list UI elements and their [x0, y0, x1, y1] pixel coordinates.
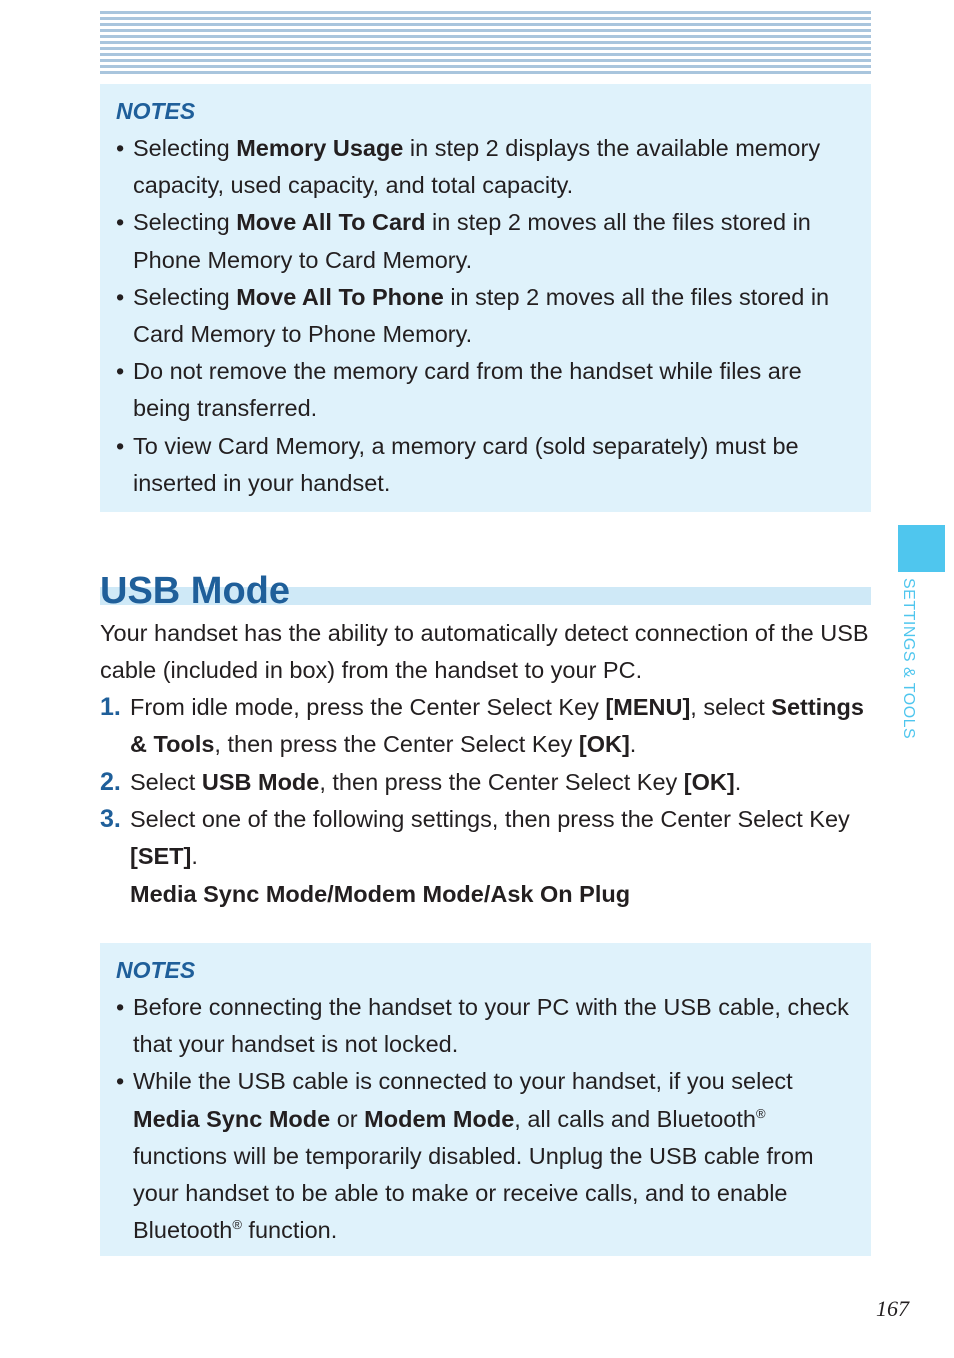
- bullet: •: [116, 209, 125, 236]
- note-item: [116, 428, 857, 502]
- step-text: Select one of the following settings, then press the Center Select Key: [130, 806, 850, 832]
- step-key: [OK]: [683, 769, 735, 795]
- note-bold: Move All To Card: [236, 209, 426, 236]
- bullet: •: [116, 358, 125, 385]
- note-bold: Media Sync Mode: [133, 1105, 331, 1132]
- note-text: or: [330, 1105, 365, 1132]
- note-text: in step 2 moves all the files stored in Phone Memory to Card Memory.: [133, 209, 811, 273]
- bullet: •: [116, 135, 125, 161]
- step-2: [100, 764, 870, 801]
- header-stripes: [100, 11, 871, 77]
- step-text: .: [629, 731, 637, 758]
- note-text: in step 2 displays the available memory capacity, used capacity, and total capacity.: [133, 135, 821, 199]
- note-item: [116, 1063, 857, 1249]
- note-text: functions will be temporarily disabled. Unplug the USB cable from your handset to be able to make or receive calls, and to enable Bluetooth: [133, 1142, 814, 1244]
- step-text: , then press the Center Select Key: [319, 769, 684, 795]
- note-bold: Modem Mode: [364, 1105, 515, 1132]
- bullet: •: [116, 1068, 125, 1095]
- note-text: Before connecting the handset to your PC with the USB cable, check that your handset is not locked.: [133, 994, 849, 1058]
- chapter-label: SETTINGS & TOOLS: [900, 578, 917, 740]
- step-number: 1.: [100, 693, 121, 721]
- note-bold: Memory Usage: [236, 135, 404, 161]
- step-3: [100, 801, 870, 875]
- step-text: .: [734, 769, 742, 795]
- settings-options: Media Sync Mode/Modem Mode/Ask On Plug: [130, 881, 631, 907]
- notes-box-memory: [100, 84, 871, 512]
- notes-box-usb: [100, 943, 871, 1256]
- step-number: 2.: [100, 768, 121, 796]
- step-menu-item: Settings & Tools: [130, 694, 864, 758]
- step-key: [SET]: [130, 843, 192, 870]
- notes-title: NOTES: [116, 957, 196, 983]
- note-text: in step 2 moves all the files stored in Card Memory to Phone Memory.: [133, 283, 830, 348]
- chapter-tab: [898, 525, 945, 572]
- note-item: [116, 353, 857, 427]
- note-item: [116, 279, 857, 353]
- note-item: [116, 989, 857, 1063]
- section-title: USB Mode: [100, 570, 290, 612]
- bullet: •: [116, 994, 125, 1020]
- note-bold: Move All To Phone: [236, 283, 444, 310]
- step-key: [MENU]: [605, 694, 691, 720]
- registered-mark: ®: [755, 1105, 766, 1121]
- step-key: [OK]: [578, 731, 630, 758]
- section-intro: Your handset has the ability to automatically detect connection of the USB cable (included in box) from the handset to your PC.: [100, 620, 869, 684]
- note-text: Selecting: [133, 135, 237, 161]
- note-item: [116, 204, 857, 278]
- step-text: , select: [690, 694, 772, 720]
- page-number: 167: [876, 1296, 909, 1321]
- note-text: While the USB cable is connected to your handset, if you select: [133, 1068, 793, 1095]
- note-text: Selecting: [133, 209, 237, 236]
- step-text: .: [191, 843, 198, 870]
- note-text: Selecting: [133, 283, 237, 310]
- note-text: function.: [241, 1217, 338, 1244]
- bullet: •: [116, 283, 125, 310]
- bullet: •: [116, 432, 125, 459]
- step-text: , then press the Center Select Key: [214, 731, 579, 758]
- step-text: From idle mode, press the Center Select Key: [130, 694, 606, 720]
- note-text: , all calls and Bluetooth: [514, 1105, 756, 1132]
- note-item: [116, 130, 857, 204]
- note-text: To view Card Memory, a memory card (sold separately) must be inserted in your handset.: [133, 432, 799, 496]
- step-menu-item: USB Mode: [201, 769, 320, 795]
- step-text: Select: [130, 769, 202, 795]
- registered-mark: ®: [232, 1217, 242, 1233]
- step-number: 3.: [100, 805, 121, 833]
- note-text: Do not remove the memory card from the handset while files are being transferred.: [133, 358, 802, 422]
- step-1: [100, 689, 870, 763]
- notes-title: NOTES: [116, 98, 196, 124]
